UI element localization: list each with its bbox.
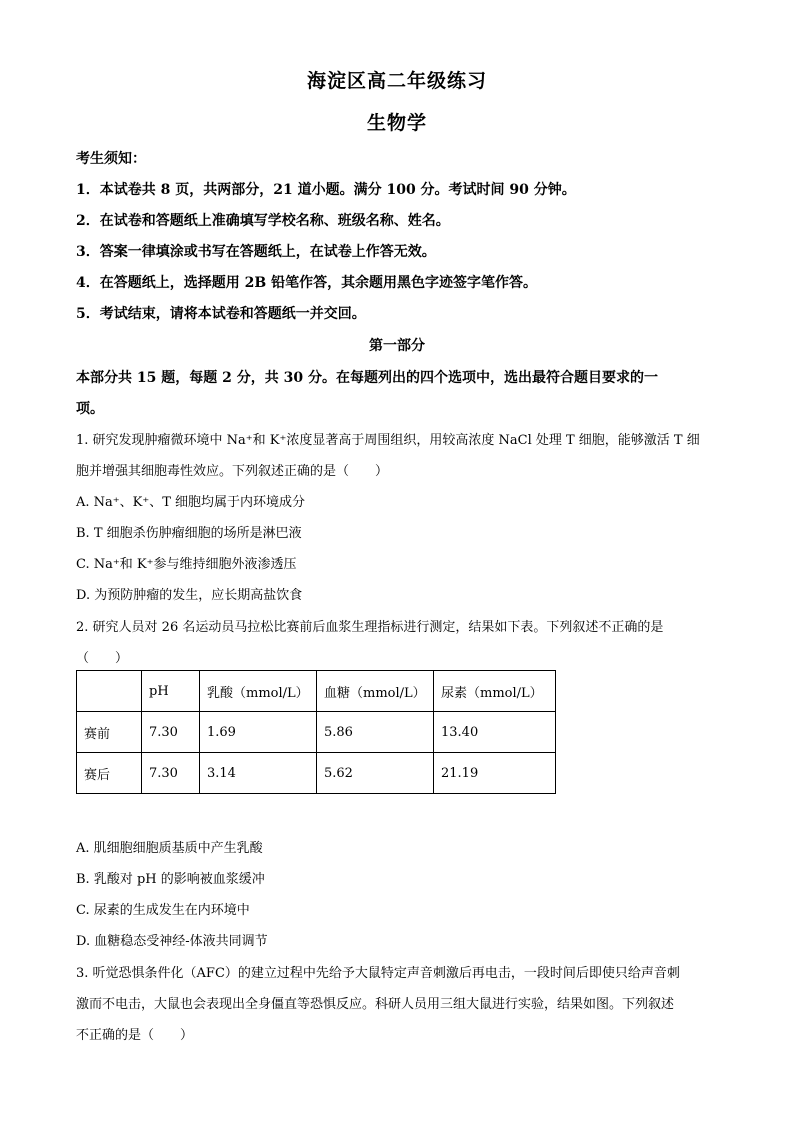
table-cell: 5.86 bbox=[317, 712, 434, 753]
table-cell: 13.40 bbox=[434, 712, 556, 753]
q2-data-table bbox=[76, 670, 556, 794]
table-cell: 7.30 bbox=[142, 753, 200, 794]
table-header-row bbox=[77, 671, 556, 712]
notice-item-5: 5．考试结束，请将本试卷和答题纸一并交回。 bbox=[76, 306, 366, 322]
q2-option-b: B. 乳酸对 pH 的影响被血浆缓冲 bbox=[76, 872, 265, 887]
q2-option-c: C. 尿素的生成发生在内环境中 bbox=[76, 903, 250, 918]
q1-option-d: D. 为预防肿瘤的发生，应长期高盐饮食 bbox=[76, 588, 303, 603]
q1-option-c: C. Na⁺和 K⁺参与维持细胞外液渗透压 bbox=[76, 557, 297, 572]
table-cell: 21.19 bbox=[434, 753, 556, 794]
notice-item-1: 1．本试卷共 8 页，共两部分，21 道小题。满分 100 分。考试时间 90 分钟。 bbox=[76, 182, 576, 198]
part-one-instructions-line1: 本部分共 15 题，每题 2 分，共 30 分。在每题列出的四个选项中，选出最符合题目要求的一 bbox=[76, 370, 658, 386]
q2-option-a: A. 肌细胞细胞质基质中产生乳酸 bbox=[76, 841, 263, 856]
q1-stem-line2: 胞并增强其细胞毒性效应。下列叙述正确的是（ ） bbox=[76, 464, 389, 479]
table-header-cell: 尿素（mmol/L） bbox=[434, 671, 556, 712]
table-header-cell: 乳酸（mmol/L） bbox=[200, 671, 317, 712]
part-one-instructions-line2: 项。 bbox=[76, 401, 104, 417]
table-header-cell: pH bbox=[142, 671, 200, 712]
table-cell: 1.69 bbox=[200, 712, 317, 753]
table-cell: 赛后 bbox=[77, 753, 142, 794]
q1-stem-line1: 1. 研究发现肿瘤微环境中 Na⁺和 K⁺浓度显著高于周围组织，用较高浓度 NaCl 处理 T 细胞，能够激活 T 细 bbox=[76, 433, 700, 448]
q3-stem-line1: 3. 听觉恐惧条件化（AFC）的建立过程中先给予大鼠特定声音刺激后再电击，一段时间后即使只给声音刺 bbox=[76, 966, 680, 981]
table-row bbox=[77, 712, 556, 753]
notice-item-4: 4．在答题纸上，选择题用 2B 铅笔作答，其余题用黑色字迹签字笔作答。 bbox=[76, 275, 538, 291]
table-header-cell bbox=[77, 671, 142, 712]
subject-title: 生物学 bbox=[366, 112, 427, 134]
exam-title: 海淀区高二年级练习 bbox=[306, 70, 487, 92]
q2-stem-line2: （ ） bbox=[76, 651, 129, 666]
q1-option-a: A. Na⁺、K⁺、T 细胞均属于内环境成分 bbox=[76, 495, 306, 510]
q3-stem-line3: 不正确的是（ ） bbox=[76, 1028, 194, 1043]
q2-option-d: D. 血糖稳态受神经-体液共同调节 bbox=[76, 934, 268, 949]
notice-item-2: 2．在试卷和答题纸上准确填写学校名称、班级名称、姓名。 bbox=[76, 213, 450, 229]
notice-heading: 考生须知： bbox=[76, 151, 146, 167]
q3-stem-line2: 激而不电击，大鼠也会表现出全身僵直等恐惧反应。科研人员用三组大鼠进行实验，结果如图。下列叙述 bbox=[76, 997, 675, 1012]
part-one-heading: 第一部分 bbox=[369, 338, 425, 354]
table-cell: 7.30 bbox=[142, 712, 200, 753]
table-header-cell: 血糖（mmol/L） bbox=[317, 671, 434, 712]
q2-stem-line1: 2. 研究人员对 26 名运动员马拉松比赛前后血浆生理指标进行测定，结果如下表。下列叙述不正确的是 bbox=[76, 620, 664, 635]
table-row bbox=[77, 753, 556, 794]
notice-item-3: 3．答案一律填涂或书写在答题纸上，在试卷上作答无效。 bbox=[76, 244, 436, 260]
table-cell: 赛前 bbox=[77, 712, 142, 753]
table-cell: 3.14 bbox=[200, 753, 317, 794]
q1-option-b: B. T 细胞杀伤肿瘤细胞的场所是淋巴液 bbox=[76, 526, 302, 541]
table-cell: 5.62 bbox=[317, 753, 434, 794]
